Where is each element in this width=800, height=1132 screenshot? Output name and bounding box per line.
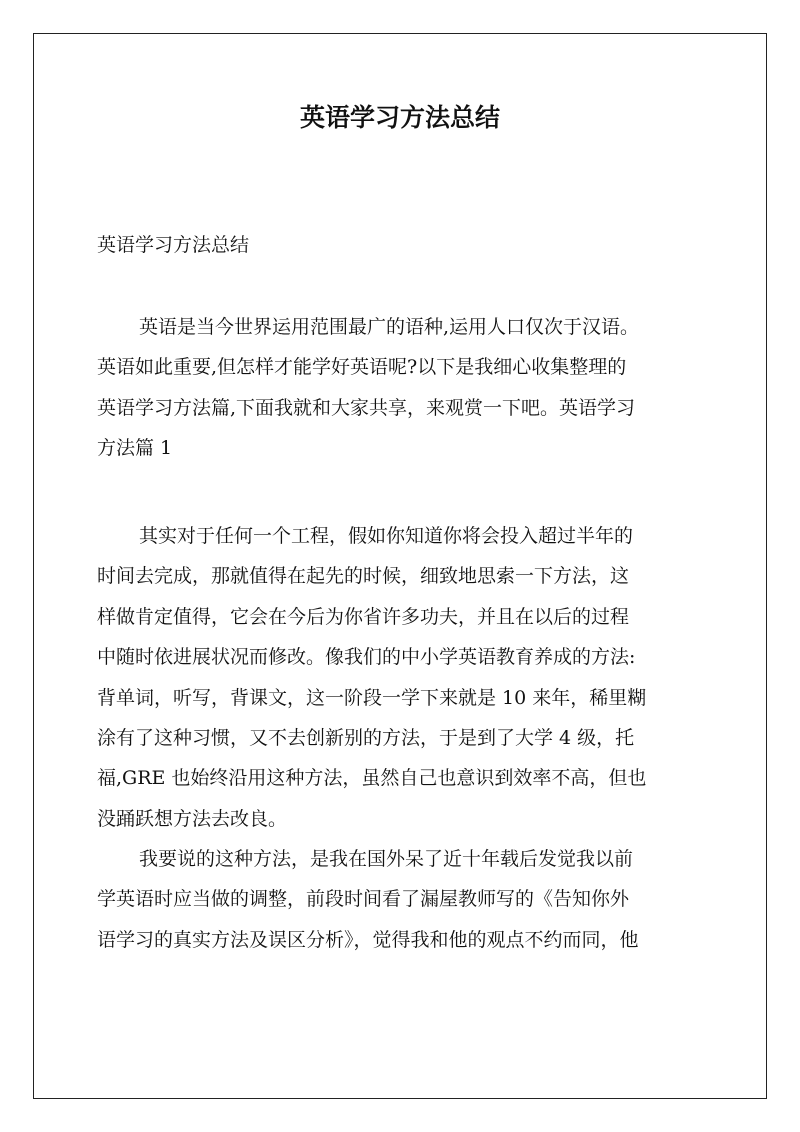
paragraph-line: 时间去完成，那就值得在起先的时候，细致地思索一下方法，这	[97, 565, 630, 588]
paragraph-line: 英语学习方法篇,下面我就和大家共享，来观赏一下吧。英语学习	[97, 396, 636, 419]
paragraph-method-habits	[97, 516, 707, 839]
paragraph-line: 背单词，听写，背课文，这一阶段一学下来就是 10 来年，稀里糊	[97, 686, 647, 709]
paragraph-intro	[97, 307, 707, 469]
paragraph-my-method	[97, 839, 707, 960]
paragraph-line: 英语如此重要,但怎样才能学好英语呢?以下是我细心收集整理的	[97, 356, 627, 379]
paragraph-line: 其实对于任何一个工程，假如你知道你将会投入超过半年的	[139, 525, 634, 547]
document-title: 英语学习方法总结	[299, 103, 500, 132]
paragraph-line: 英语是当今世界运用范围最广的语种,运用人口仅次于汉语。	[139, 316, 640, 338]
paragraph-line: 中随时依进展状况而修改。像我们的中小学英语教育养成的方法:	[97, 646, 636, 669]
paragraph-line: 我要说的这种方法，是我在国外呆了近十年载后发觉我以前	[139, 848, 634, 870]
paragraph-line: 福,GRE 也始终沿用这种方法，虽然自己也意识到效率不高，但也	[97, 767, 647, 790]
paragraph-line: 学英语时应当做的调整，前段时间看了漏屋教师写的《告知你外	[97, 888, 630, 911]
paragraph-line: 样做肯定值得，它会在今后为你省许多功夫，并且在以后的过程	[97, 605, 630, 628]
document-subtitle: 英语学习方法总结	[97, 234, 250, 256]
paragraph-line: 涂有了这种习惯，又不去创新别的方法，于是到了大学 4 级，托	[97, 727, 635, 750]
paragraph-line: 方法篇 1	[97, 437, 173, 460]
paragraph-line: 没踊跃想方法去改良。	[97, 807, 288, 830]
paragraph-line: 语学习的真实方法及误区分析》，觉得我和他的观点不约而同，他	[97, 928, 639, 951]
